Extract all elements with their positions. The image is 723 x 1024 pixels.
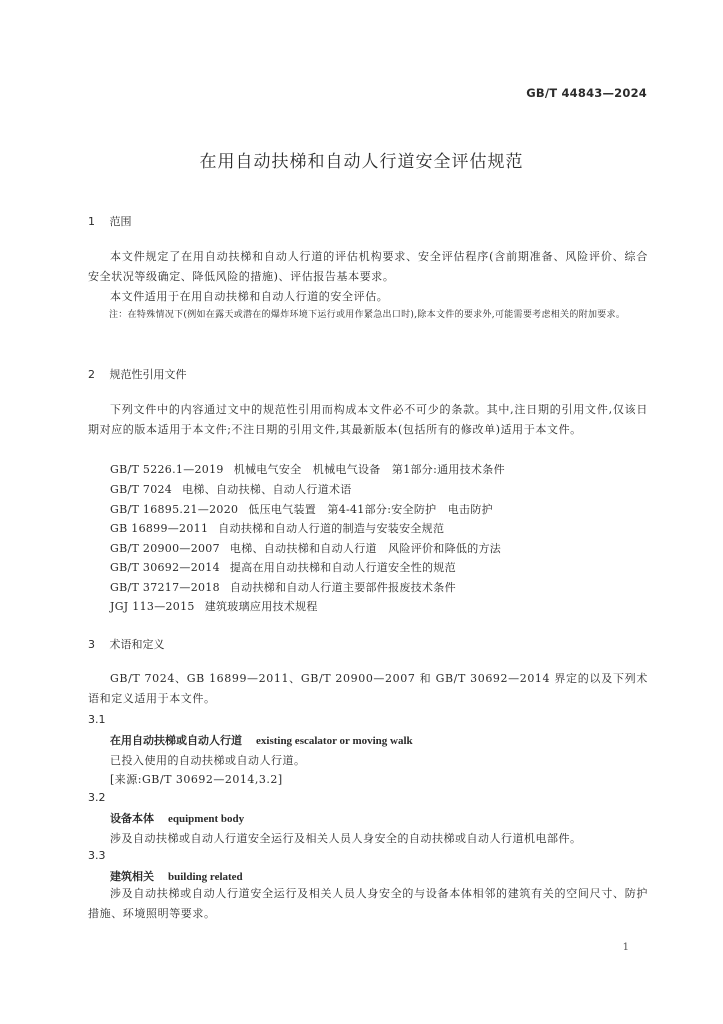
term-number: 3.3 [88,849,106,862]
term-chinese: 设备本体 [110,812,154,825]
reference-code: GB/T 20900—2007 [110,542,220,555]
section-2-heading [88,366,187,382]
section-title: 术语和定义 [109,638,165,651]
reference-title: 建筑玻璃应用技术规程 [204,600,318,613]
reference-title: 自动扶梯和自动人行道主要部件报废技术条件 [229,581,456,594]
reference-code: GB/T 37217—2018 [110,581,220,594]
term-heading [110,732,413,748]
reference-code: GB/T 5226.1—2019 [110,463,224,476]
reference-title: 机械电气安全 机械电气设备 第1部分:通用技术条件 [233,463,505,476]
standard-number: GB/T 44843—2024 [526,86,647,100]
references-intro: 下列文件中的内容通过文中的规范性引用而构成本文件必不可少的条款。其中,注日期的引用文件,仅该日期对应的版本适用于本文件;不注日期的引用文件,其最新版本(包括所有的修改单)适用于本文件。 [88,403,648,436]
section-title: 范围 [109,215,132,228]
term-heading [110,868,243,884]
section-number: 1 [88,215,95,228]
term-number: 3.1 [88,713,106,726]
term-definition: 涉及自动扶梯或自动人行道安全运行及相关人员人身安全的自动扶梯或自动人行道机电部件。 [110,832,582,845]
reference-item [110,598,318,614]
document-title: 在用自动扶梯和自动人行道安全评估规范 [199,152,524,172]
reference-item [110,579,456,595]
reference-item [110,501,493,517]
reference-title: 提高在用自动扶梯和自动人行道安全性的规范 [229,561,456,574]
reference-item [110,559,456,575]
reference-code: GB/T 30692—2014 [110,561,220,574]
reference-item [110,461,505,477]
term-definition: 已投入使用的自动扶梯或自动人行道。 [110,754,306,767]
term-definition: 涉及自动扶梯或自动人行道安全运行及相关人员人身安全的与设备本体相邻的建筑有关的空间尺寸、防护措施、环境照明等要求。 [88,887,648,920]
reference-code: GB/T 7024 [110,483,173,496]
reference-title: 电梯、自动扶梯、自动人行道术语 [182,483,352,496]
term-source: [来源:GB/T 30692—2014,3.2] [110,773,283,786]
terms-intro: GB/T 7024、GB 16899—2011、GB/T 20900—2007 和 GB/T 30692—2014 界定的以及下列术语和定义适用于本文件。 [88,672,648,705]
reference-title: 电梯、自动扶梯和自动人行道 风险评价和降低的方法 [229,542,502,555]
section-title: 规范性引用文件 [109,368,187,381]
term-english: equipment body [168,813,245,825]
reference-title: 自动扶梯和自动人行道的制造与安装安全规范 [218,522,445,535]
term-number: 3.2 [88,791,106,804]
reference-item [110,481,352,497]
scope-note: 注：在特殊情况下(例如在露天或潜在的爆炸环境下运行或用作紧急出口时),除本文件的要求外,可能需要考虑相关的附加要求。 [109,310,626,320]
scope-paragraph-2: 本文件适用于在用自动扶梯和自动人行道的安全评估。 [110,290,389,303]
scope-paragraph-1: 本文件规定了在用自动扶梯和自动人行道的评估机构要求、安全评估程序(含前期准备、风险评价、综合安全状况等级确定、降低风险的措施)、评估报告基本要求。 [88,250,648,283]
term-heading [110,810,244,826]
reference-item [110,540,501,556]
section-1-heading [88,213,132,229]
page-number: 1 [622,942,629,953]
reference-title: 低压电气装置 第4-41部分:安全防护 电击防护 [248,503,493,516]
section-number: 3 [88,638,95,651]
term-english: existing escalator or moving walk [256,735,413,747]
section-number: 2 [88,368,95,381]
term-chinese: 在用自动扶梯或自动人行道 [110,734,242,747]
reference-code: JGJ 113—2015 [110,600,195,613]
section-3-heading [88,636,165,652]
term-english: building related [168,871,243,883]
reference-code: GB/T 16895.21—2020 [110,503,239,516]
reference-item [110,520,444,536]
reference-code: GB 16899—2011 [110,522,209,535]
term-chinese: 建筑相关 [110,870,154,883]
